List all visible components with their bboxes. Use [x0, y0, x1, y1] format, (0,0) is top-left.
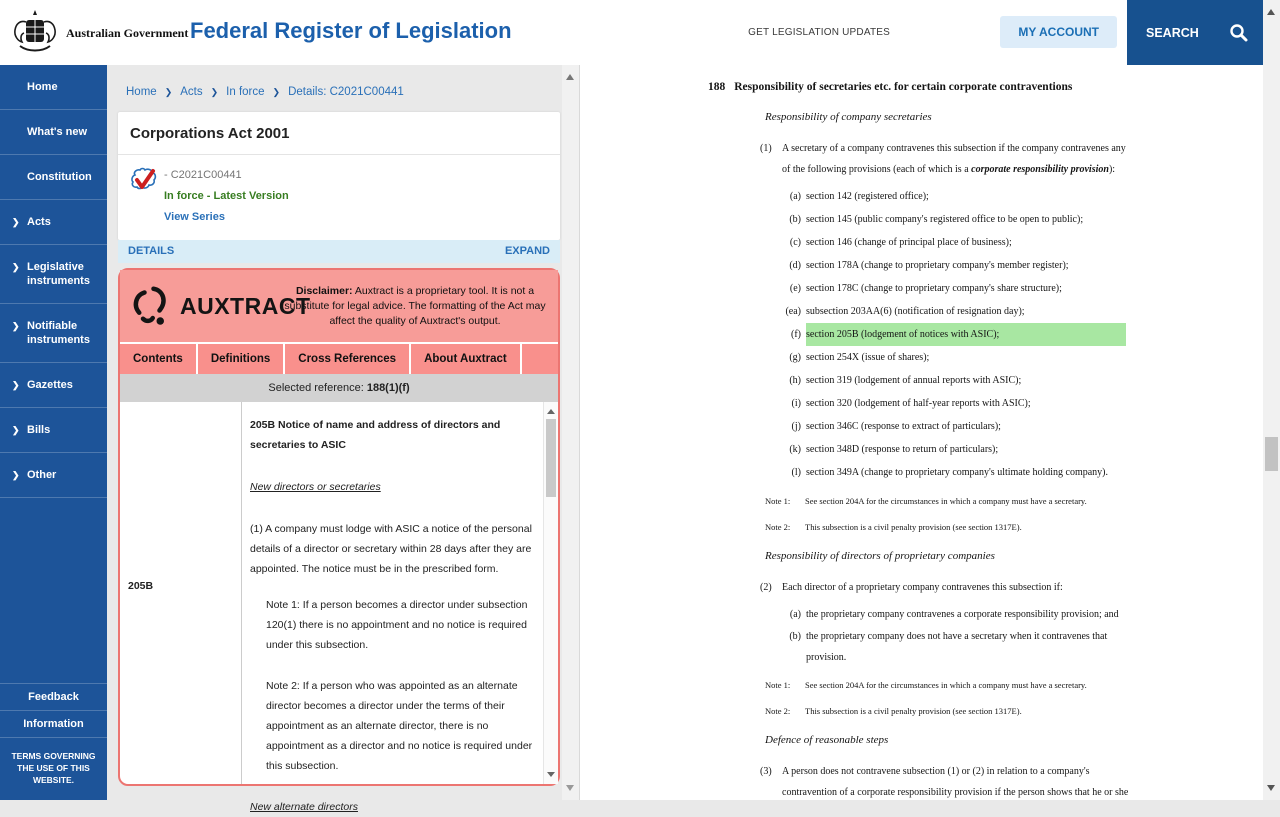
- sidebar-item-home[interactable]: [0, 65, 107, 110]
- tab-about-auxtract[interactable]: About Auxtract: [411, 344, 522, 374]
- provision-label: (d): [789, 260, 801, 271]
- status-in-force: In force - Latest Version: [164, 190, 289, 202]
- paragraph-number: (2): [760, 582, 772, 593]
- breadcrumb-in-force[interactable]: In force: [226, 86, 265, 98]
- scroll-down-icon[interactable]: [566, 785, 574, 791]
- provision-text: section 346C (response to extract of particulars);: [806, 421, 1001, 432]
- defined-term: corporate responsibility provision: [971, 164, 1109, 175]
- chevron-right-icon: ❯: [12, 262, 20, 272]
- sidebar-item-label: Notifiable instruments: [27, 320, 90, 346]
- legislation-document-view: [579, 65, 1263, 800]
- provision-text: section 254X (issue of shares);: [806, 352, 930, 363]
- provision-item: [760, 231, 1223, 254]
- sidebar-item-gazettes[interactable]: [0, 363, 107, 408]
- sidebar-item-notifiable-instruments[interactable]: [0, 304, 107, 363]
- provision-text: section 142 (registered office);: [806, 191, 929, 202]
- provision-text: section 178A (change to proprietary company's member register);: [806, 260, 1069, 271]
- provision-text: the proprietary company does not have a secretary when it contravenes that provision.: [806, 631, 1108, 663]
- doc-note: [765, 495, 1223, 508]
- provision-text: section 146 (change of principal place of business);: [806, 237, 1012, 248]
- section-paragraph: (1) A company must lodge with ASIC a notice of the personal details of a director or secretary within 28 days after they are appointed. The notice must be in the prescribed form.: [250, 523, 532, 575]
- doc-paragraph-3: [760, 761, 1223, 803]
- sidebar-item-label: Other: [27, 469, 57, 481]
- provision-label: (a): [789, 191, 801, 202]
- provision-item: [760, 461, 1223, 484]
- chevron-right-icon: ❯: [12, 425, 20, 435]
- note-text: See section 204A for the circumstances in which a company must have a secretary.: [805, 496, 1087, 506]
- provision-item: [760, 254, 1223, 277]
- breadcrumb-acts[interactable]: Acts: [180, 86, 203, 98]
- provision-item: [760, 392, 1223, 415]
- scroll-up-icon[interactable]: [1267, 9, 1275, 15]
- sidebar-item-acts[interactable]: [0, 200, 107, 245]
- provision-label: (ea): [785, 306, 801, 317]
- auxtract-logo: [120, 280, 311, 332]
- section-note-1: Note 1: If a person becomes a director under subsection 120(1) there is no appointment and no notice is required under this subsection.: [266, 599, 528, 651]
- provision-label: (a): [789, 609, 801, 620]
- note-text: See section 204A for the circumstances in which a company must have a secretary.: [805, 680, 1087, 690]
- expand-button[interactable]: EXPAND: [504, 245, 550, 257]
- details-expand-bar: [118, 240, 560, 263]
- breadcrumb-home[interactable]: Home: [126, 86, 157, 98]
- chevron-right-icon: [265, 86, 289, 98]
- provision-label: (i): [791, 398, 801, 409]
- chevron-right-icon: ❯: [12, 470, 20, 480]
- column-scrollbar[interactable]: [562, 65, 579, 800]
- breadcrumb-details[interactable]: Details: C2021C00441: [288, 86, 404, 98]
- doc-paragraph-2: [760, 577, 1223, 598]
- information-link[interactable]: Information: [0, 710, 107, 737]
- sidebar-item-label: Home: [27, 81, 58, 93]
- paragraph-number: (1): [760, 143, 772, 154]
- section-title: Responsibility of secretaries etc. for certain corporate contraventions: [734, 81, 1073, 93]
- sidebar-item-label: What's new: [27, 126, 88, 138]
- scroll-down-icon[interactable]: [547, 772, 555, 777]
- selected-reference-label: Selected reference:: [268, 382, 367, 394]
- note-text: This subsection is a civil penalty provision (see section 1317E).: [805, 706, 1022, 716]
- doc-note: [765, 521, 1223, 534]
- section-id-column: [120, 402, 242, 784]
- doc-paragraph-1: [760, 138, 1223, 180]
- auxtract-wordmark: AUXTRACT: [180, 292, 311, 319]
- sidebar-item-bills[interactable]: [0, 408, 107, 453]
- provision-item: [760, 346, 1223, 369]
- scroll-up-icon[interactable]: [566, 74, 574, 80]
- sidebar-footer: [0, 683, 107, 800]
- provision-text: section 348D (response to return of particulars);: [806, 444, 999, 455]
- provision-label: (b): [789, 631, 801, 642]
- doc-subhead-company-secretaries: Responsibility of company secretaries: [765, 111, 932, 123]
- my-account-button[interactable]: MY ACCOUNT: [1000, 16, 1117, 48]
- provision-label: (c): [789, 237, 801, 248]
- in-force-australia-check-icon: [128, 165, 160, 202]
- provision-text-highlighted: section 205B (lodgement of notices with ASIC);: [806, 323, 1126, 346]
- tab-contents[interactable]: Contents: [120, 344, 198, 374]
- sidebar-item-other[interactable]: [0, 453, 107, 498]
- view-series-link[interactable]: View Series: [164, 211, 225, 223]
- auxtract-scrollbar-thumb[interactable]: [546, 419, 556, 497]
- section-id: 205B: [128, 580, 154, 592]
- doc-note: [765, 705, 1223, 718]
- tab-definitions[interactable]: Definitions: [198, 344, 285, 374]
- site-title[interactable]: Federal Register of Legislation: [190, 18, 512, 43]
- note-label: Note 2:: [765, 522, 791, 532]
- provision-text: section 320 (lodgement of half-year reports with ASIC);: [806, 398, 1031, 409]
- provision-label: (h): [789, 375, 801, 386]
- provision-label: (k): [789, 444, 801, 455]
- provision-text: subsection 203AA(6) (notification of resignation day);: [806, 306, 1025, 317]
- provision-label: (e): [789, 283, 801, 294]
- section-subheading-partial: New alternate directors: [250, 801, 358, 813]
- page-scrollbar-thumb[interactable]: [1265, 437, 1278, 471]
- chevron-right-icon: [157, 86, 181, 98]
- agency-name: Australian Government: [66, 26, 189, 40]
- chevron-right-icon: [203, 86, 227, 98]
- provision-item: [760, 438, 1223, 461]
- paragraph-number: (3): [760, 766, 772, 777]
- feedback-link[interactable]: Feedback: [0, 683, 107, 710]
- sidebar-item-label: Legislative instruments: [27, 261, 90, 287]
- auxtract-content: [120, 402, 558, 813]
- act-details-card: [118, 112, 560, 240]
- note-text: This subsection is a civil penalty provision (see section 1317E).: [805, 522, 1022, 532]
- provision-text: the proprietary company contravenes a corporate responsibility provision; and: [806, 609, 1119, 620]
- site-header: [0, 0, 1280, 65]
- auxtract-bird-icon: [128, 280, 176, 332]
- scroll-down-icon[interactable]: [1267, 785, 1275, 791]
- section-note-2: Note 2: If a person who was appointed as an alternate director becomes a director under the terms of their appointment as an alternate director, there is no appointment as a director and no notice is required under this subsection.: [266, 680, 533, 772]
- breadcrumb: [126, 86, 404, 98]
- sidebar-item-label: Acts: [27, 216, 51, 228]
- provision-label: (b): [789, 214, 801, 225]
- chevron-right-icon: ❯: [12, 321, 20, 331]
- coat-of-arms-logo: [12, 8, 58, 61]
- provision-item: [760, 185, 1223, 208]
- provision-text: section 349A (change to proprietary company's ultimate holding company).: [806, 467, 1109, 478]
- note-label: Note 2:: [765, 706, 791, 716]
- provision-text: section 319 (lodgement of annual reports with ASIC);: [806, 375, 1022, 386]
- chevron-right-icon: ❯: [12, 217, 20, 227]
- provision-item: [760, 603, 1223, 626]
- provision-label: (g): [789, 352, 801, 363]
- selected-reference-value: 188(1)(f): [366, 382, 410, 394]
- paragraph-text: A person does not contravene subsection (1) or (2) in relation to a company's contravention of a corporate responsibility provision if the person shows that he or she: [782, 766, 1129, 798]
- paragraph-text-part: ):: [1108, 164, 1116, 175]
- sidebar-item-label: Bills: [27, 424, 51, 436]
- section-text-column: [242, 402, 543, 813]
- register-id: - C2021C00441: [164, 169, 242, 181]
- tab-cross-references[interactable]: Cross References: [285, 344, 411, 374]
- auxtract-header: [120, 270, 558, 342]
- provision-text: section 178C (change to proprietary company's share structure);: [806, 283, 1062, 294]
- page-scrollbar[interactable]: [1263, 0, 1280, 800]
- auxtract-scrollbar[interactable]: [543, 402, 558, 784]
- paragraph-text: Each director of a proprietary company contravenes this subsection if:: [782, 582, 1063, 593]
- scroll-up-icon[interactable]: [547, 409, 555, 414]
- get-legislation-updates-link[interactable]: GET LEGISLATION UPDATES: [748, 27, 890, 38]
- section-subheading: New directors or secretaries: [250, 481, 381, 493]
- provision-item: [760, 415, 1223, 438]
- act-title: Corporations Act 2001: [130, 125, 290, 142]
- provision-item: [760, 208, 1223, 231]
- sidebar-item-legislative-instruments[interactable]: [0, 245, 107, 304]
- provision-item: [760, 369, 1223, 392]
- section-number: 188: [708, 81, 726, 93]
- auxtract-panel: [118, 268, 560, 813]
- terms-link[interactable]: TERMS GOVERNING THE USE OF THIS WEBSITE.: [0, 737, 107, 800]
- doc-subhead-proprietary-directors: Responsibility of directors of proprietary companies: [765, 550, 995, 562]
- auxtract-tab-bar: [120, 342, 558, 374]
- sidebar-item-label: Constitution: [27, 171, 92, 183]
- provision-item: [760, 277, 1223, 300]
- auxtract-disclaimer: [280, 284, 558, 329]
- details-button[interactable]: DETAILS: [128, 245, 175, 257]
- provision-label: (f): [791, 329, 801, 340]
- paragraph-text: [782, 138, 1134, 180]
- search-button[interactable]: [1127, 0, 1263, 65]
- provision-item: [760, 626, 1223, 668]
- disclaimer-text: Auxtract is a proprietary tool. It is not a substitute for legal advice. The formatting of the Act may affect the quality of Auxtract's output.: [284, 284, 546, 327]
- section-heading: 205B Notice of name and address of directors and secretaries to ASIC: [250, 419, 501, 451]
- selected-reference-bar: [120, 374, 558, 402]
- paragraph-text-part: A secretary of a company contravenes this subsection if the company contravenes any of the following provisions (each of which is a: [782, 143, 1126, 175]
- doc-note: [765, 679, 1223, 692]
- search-icon: [1229, 23, 1248, 47]
- note-label: Note 1:: [765, 496, 791, 506]
- provision-item-highlighted[interactable]: [760, 323, 1223, 346]
- document-section-heading: [708, 81, 1223, 93]
- provision-item: [760, 300, 1223, 323]
- provision-label: (l): [791, 467, 801, 478]
- sidebar-item-label: Gazettes: [27, 379, 73, 391]
- chevron-right-icon: ❯: [12, 380, 20, 390]
- search-label: SEARCH: [1146, 26, 1199, 40]
- sidebar-item-whats-new[interactable]: [0, 110, 107, 155]
- disclaimer-label: Disclaimer:: [295, 284, 353, 297]
- provision-label: (j): [791, 421, 801, 432]
- provision-text: section 145 (public company's registered office to be open to public);: [806, 214, 1084, 225]
- sidebar-item-constitution[interactable]: [0, 155, 107, 200]
- doc-subhead-defence: Defence of reasonable steps: [765, 734, 889, 746]
- main-nav-sidebar: [0, 65, 107, 800]
- note-label: Note 1:: [765, 680, 791, 690]
